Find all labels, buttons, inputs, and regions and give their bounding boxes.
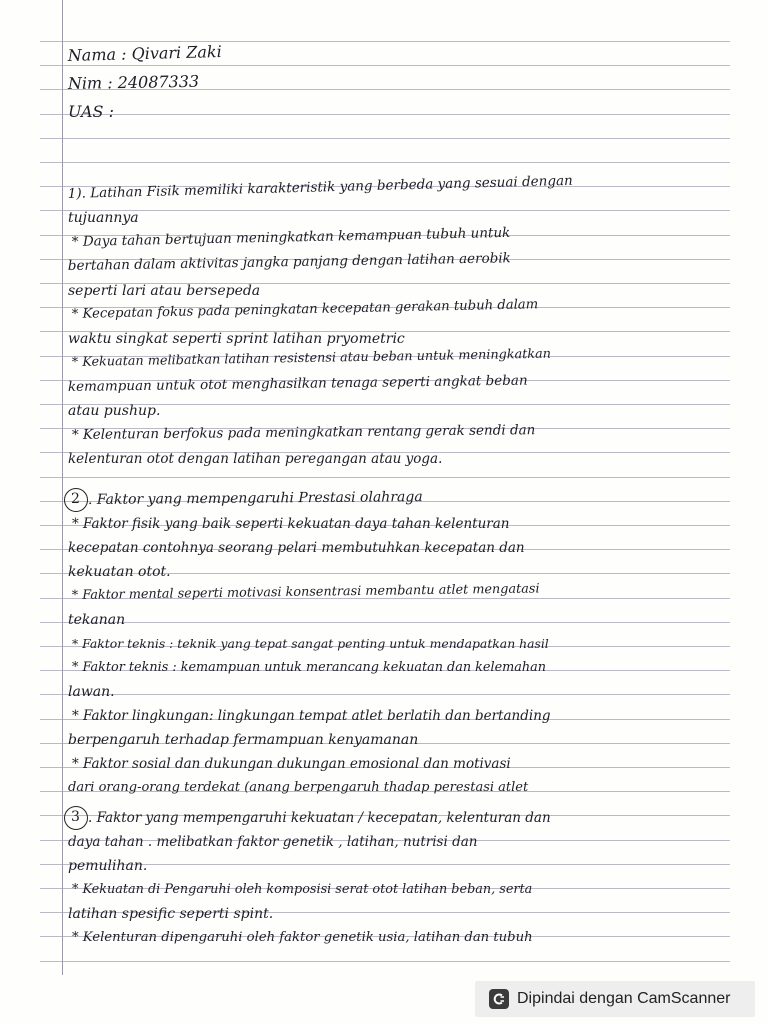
- answer-1-line: 1). Latihan Fisik memiliki karakteristik yang berbeda yang sesuai dengan: [67, 172, 573, 202]
- camscanner-label: Dipindai dengan CamScanner: [517, 990, 731, 1007]
- ruled-line: [40, 138, 730, 139]
- answer-2-line: * Faktor fisik yang baik seperti kekuatan daya tahan kelenturan: [72, 516, 510, 532]
- answer-3-line: latihan spesific seperti spint.: [68, 906, 274, 922]
- answer-2-line: dari orang-orang terdekat (anang berpengaruh thadap perestasi atlet: [68, 780, 529, 795]
- answer-2-line: . Faktor yang mempengaruhi Prestasi olahraga: [87, 489, 423, 508]
- answer-2-line: kecepatan contohnya seorang pelari membutuhkan kecepatan dan: [68, 540, 525, 556]
- ruled-line: [40, 41, 730, 42]
- student-nim: Nim : 24087333: [67, 71, 200, 93]
- answer-2-line: * Faktor sosial dan dukungan dukungan emosional dan motivasi: [72, 756, 511, 772]
- ruled-line: [40, 622, 730, 623]
- answer-1-line: waktu singkat seperti sprint latihan pryometric: [68, 331, 405, 347]
- ruled-line: [40, 694, 730, 695]
- answer-3-line: . Faktor yang mempengaruhi kekuatan / kecepatan, kelenturan dan: [88, 810, 551, 826]
- ruled-line: [40, 114, 730, 115]
- answer-1-line: * Kelenturan berfokus pada meningkatkan rentang gerak sendi dan: [71, 422, 536, 443]
- answer-1-line: * Daya tahan bertujuan meningkatkan kemampuan tubuh untuk: [71, 224, 511, 250]
- answer-2-line: berpengaruh terhadap fermampuan kenyamanan: [68, 732, 419, 748]
- answer-1-line: bertahan dalam aktivitas jangka panjang dengan latihan aerobik: [67, 250, 511, 274]
- ruled-line: [40, 65, 730, 66]
- margin-line: [62, 0, 63, 975]
- answer-3-line: * Kekuatan di Pengaruhi oleh komposisi serat otot latihan beban, serta: [72, 882, 533, 897]
- ruled-line: [40, 210, 730, 211]
- ruled-line: [40, 477, 730, 478]
- answer-1-line: kelenturan otot dengan latihan peregangan atau yoga.: [68, 451, 443, 467]
- answer-1-line: * Kecepatan fokus pada peningkatan kecepatan gerakan tubuh dalam: [71, 297, 539, 323]
- answer-2-line: tekanan: [68, 612, 126, 628]
- answer-1-line: tujuannya: [68, 210, 139, 226]
- student-name: Nama : Qivari Zaki: [67, 41, 222, 65]
- camscanner-badge: [475, 981, 755, 1017]
- answer-2-line: * Faktor teknis : kemampuan untuk merancang kekuatan dan kelemahan: [72, 660, 547, 675]
- answer-2-line: lawan.: [68, 684, 115, 700]
- ruled-line: [40, 162, 730, 163]
- answer-1-line: * Kekuatan melibatkan latihan resistensi atau beban untuk meningkatkan: [71, 346, 552, 371]
- camscanner-icon: [489, 989, 509, 1009]
- answer-2-line: * Faktor mental seperti motivasi konsentrasi membantu atlet mengatasi: [71, 581, 540, 604]
- answer-3-number: 3: [71, 809, 80, 825]
- ruled-line: [40, 961, 730, 962]
- answer-2-number: 2: [71, 491, 80, 507]
- answer-1-line: kemampuan untuk otot menghasilkan tenaga seperti angkat beban: [67, 372, 528, 395]
- answer-3-line: daya tahan . melibatkan faktor genetik , latihan, nutrisi dan: [68, 834, 478, 850]
- exam-label: UAS :: [68, 102, 114, 121]
- answer-1-line: seperti lari atau bersepeda: [68, 283, 261, 299]
- answer-2-line: * Faktor lingkungan: lingkungan tempat atlet berlatih dan bertanding: [72, 708, 551, 724]
- answer-1-line: atau pushup.: [68, 403, 161, 419]
- answer-3-line: * Kelenturan dipengaruhi oleh faktor genetik usia, latihan dan tubuh: [72, 930, 533, 945]
- answer-2-line: * Faktor teknis : teknik yang tepat sangat penting untuk mendapatkan hasil: [72, 636, 549, 651]
- answer-3-line: pemulihan.: [68, 858, 148, 874]
- answer-2-line: kekuatan otot.: [68, 564, 171, 580]
